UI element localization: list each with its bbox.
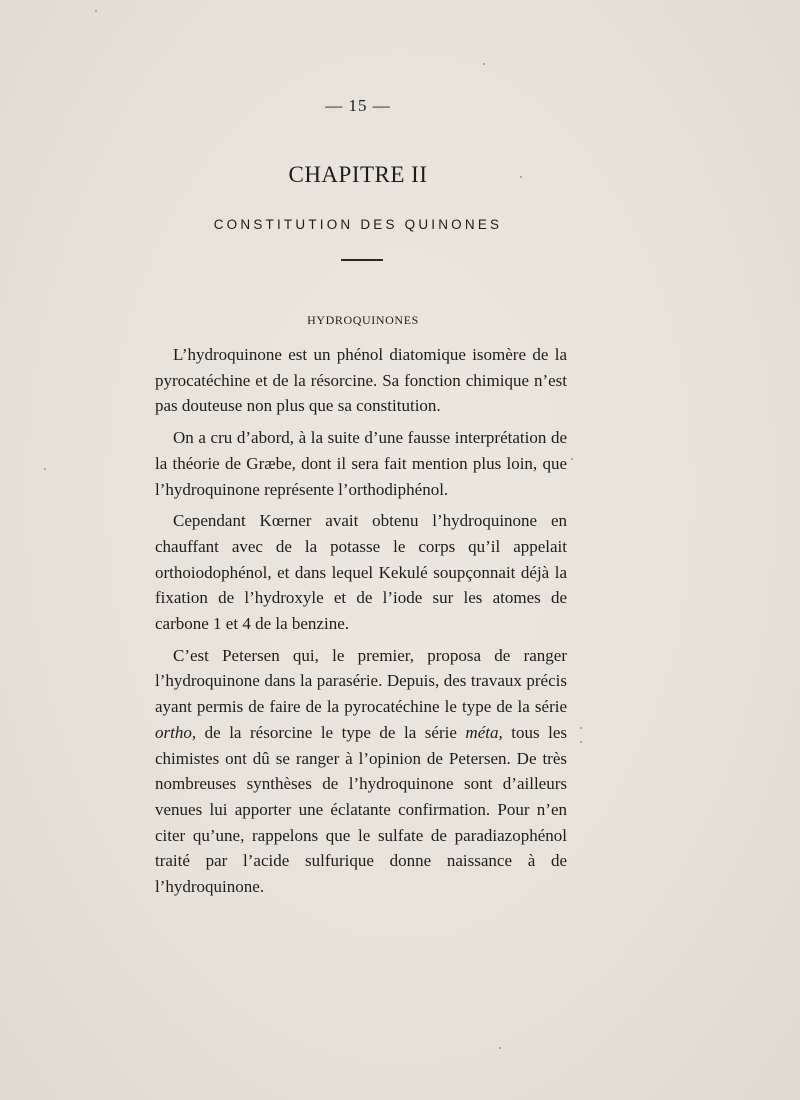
paper-speck bbox=[520, 176, 522, 178]
paragraph-3: Cependant Kœrner avait obtenu l’hydroquinone en chauffant avec de la potasse le corps qu’il appelait orthoiodophénol, et dans lequel Kekulé soupçonnait déjà la fixation de l’hydroxyle et de l’iode sur les atomes de carbone 1 et 4 de la benzine. bbox=[155, 511, 567, 634]
italic-term-ortho: ortho, bbox=[155, 722, 197, 742]
paragraph-4-part-3: tous les chimistes ont dû se ranger à l’opinion de Petersen. De très nombreuses synthèses de l’hydroquinone sont d’ailleurs venues lui apporter une éclatante confirmation. Pour n’en citer qu’une, rappelons que le sulfate de paradiazophénol traité par l’acide sulfurique donne naissance à de l’hydroquinone. bbox=[155, 722, 568, 897]
paper-speck bbox=[44, 468, 46, 470]
chapter-title: CHAPITRE II bbox=[288, 162, 428, 187]
paper-speck bbox=[499, 1047, 501, 1049]
paper-speck bbox=[580, 727, 582, 729]
italic-term-meta: méta, bbox=[465, 722, 503, 742]
paragraph-4-part-2: de la résorcine le type de la série bbox=[204, 722, 457, 742]
body-text bbox=[155, 342, 567, 900]
page-number: — 15 — bbox=[325, 96, 391, 115]
paragraph-4-part-1: C’est Petersen qui, le premier, proposa de ranger l’hydroquinone dans la parasérie. Depuis, des travaux précis ayant permis de faire de la pyrocatéchine le type de la série bbox=[155, 645, 567, 717]
subsection-title: HYDROQUINONES bbox=[307, 313, 419, 327]
paragraph-2: On a cru d’abord, à la suite d’une fausse interprétation de la théorie de Græbe, dont il sera fait mention plus loin, que l’hydroquinone représente l’orthodiphénol. bbox=[155, 428, 567, 499]
paper-speck bbox=[571, 458, 573, 460]
paper-speck bbox=[580, 741, 582, 743]
paragraph-1: L’hydroquinone est un phénol diatomique isomère de la pyrocatéchine et de la résorcine. Sa fonction chimique n’est pas douteuse non plus que sa constitution. bbox=[155, 345, 567, 416]
paragraph-4 bbox=[155, 643, 567, 900]
section-divider bbox=[341, 259, 383, 261]
section-title: CONSTITUTION DES QUINONES bbox=[213, 217, 503, 232]
paper-speck bbox=[483, 63, 485, 65]
paper-speck bbox=[95, 10, 97, 12]
